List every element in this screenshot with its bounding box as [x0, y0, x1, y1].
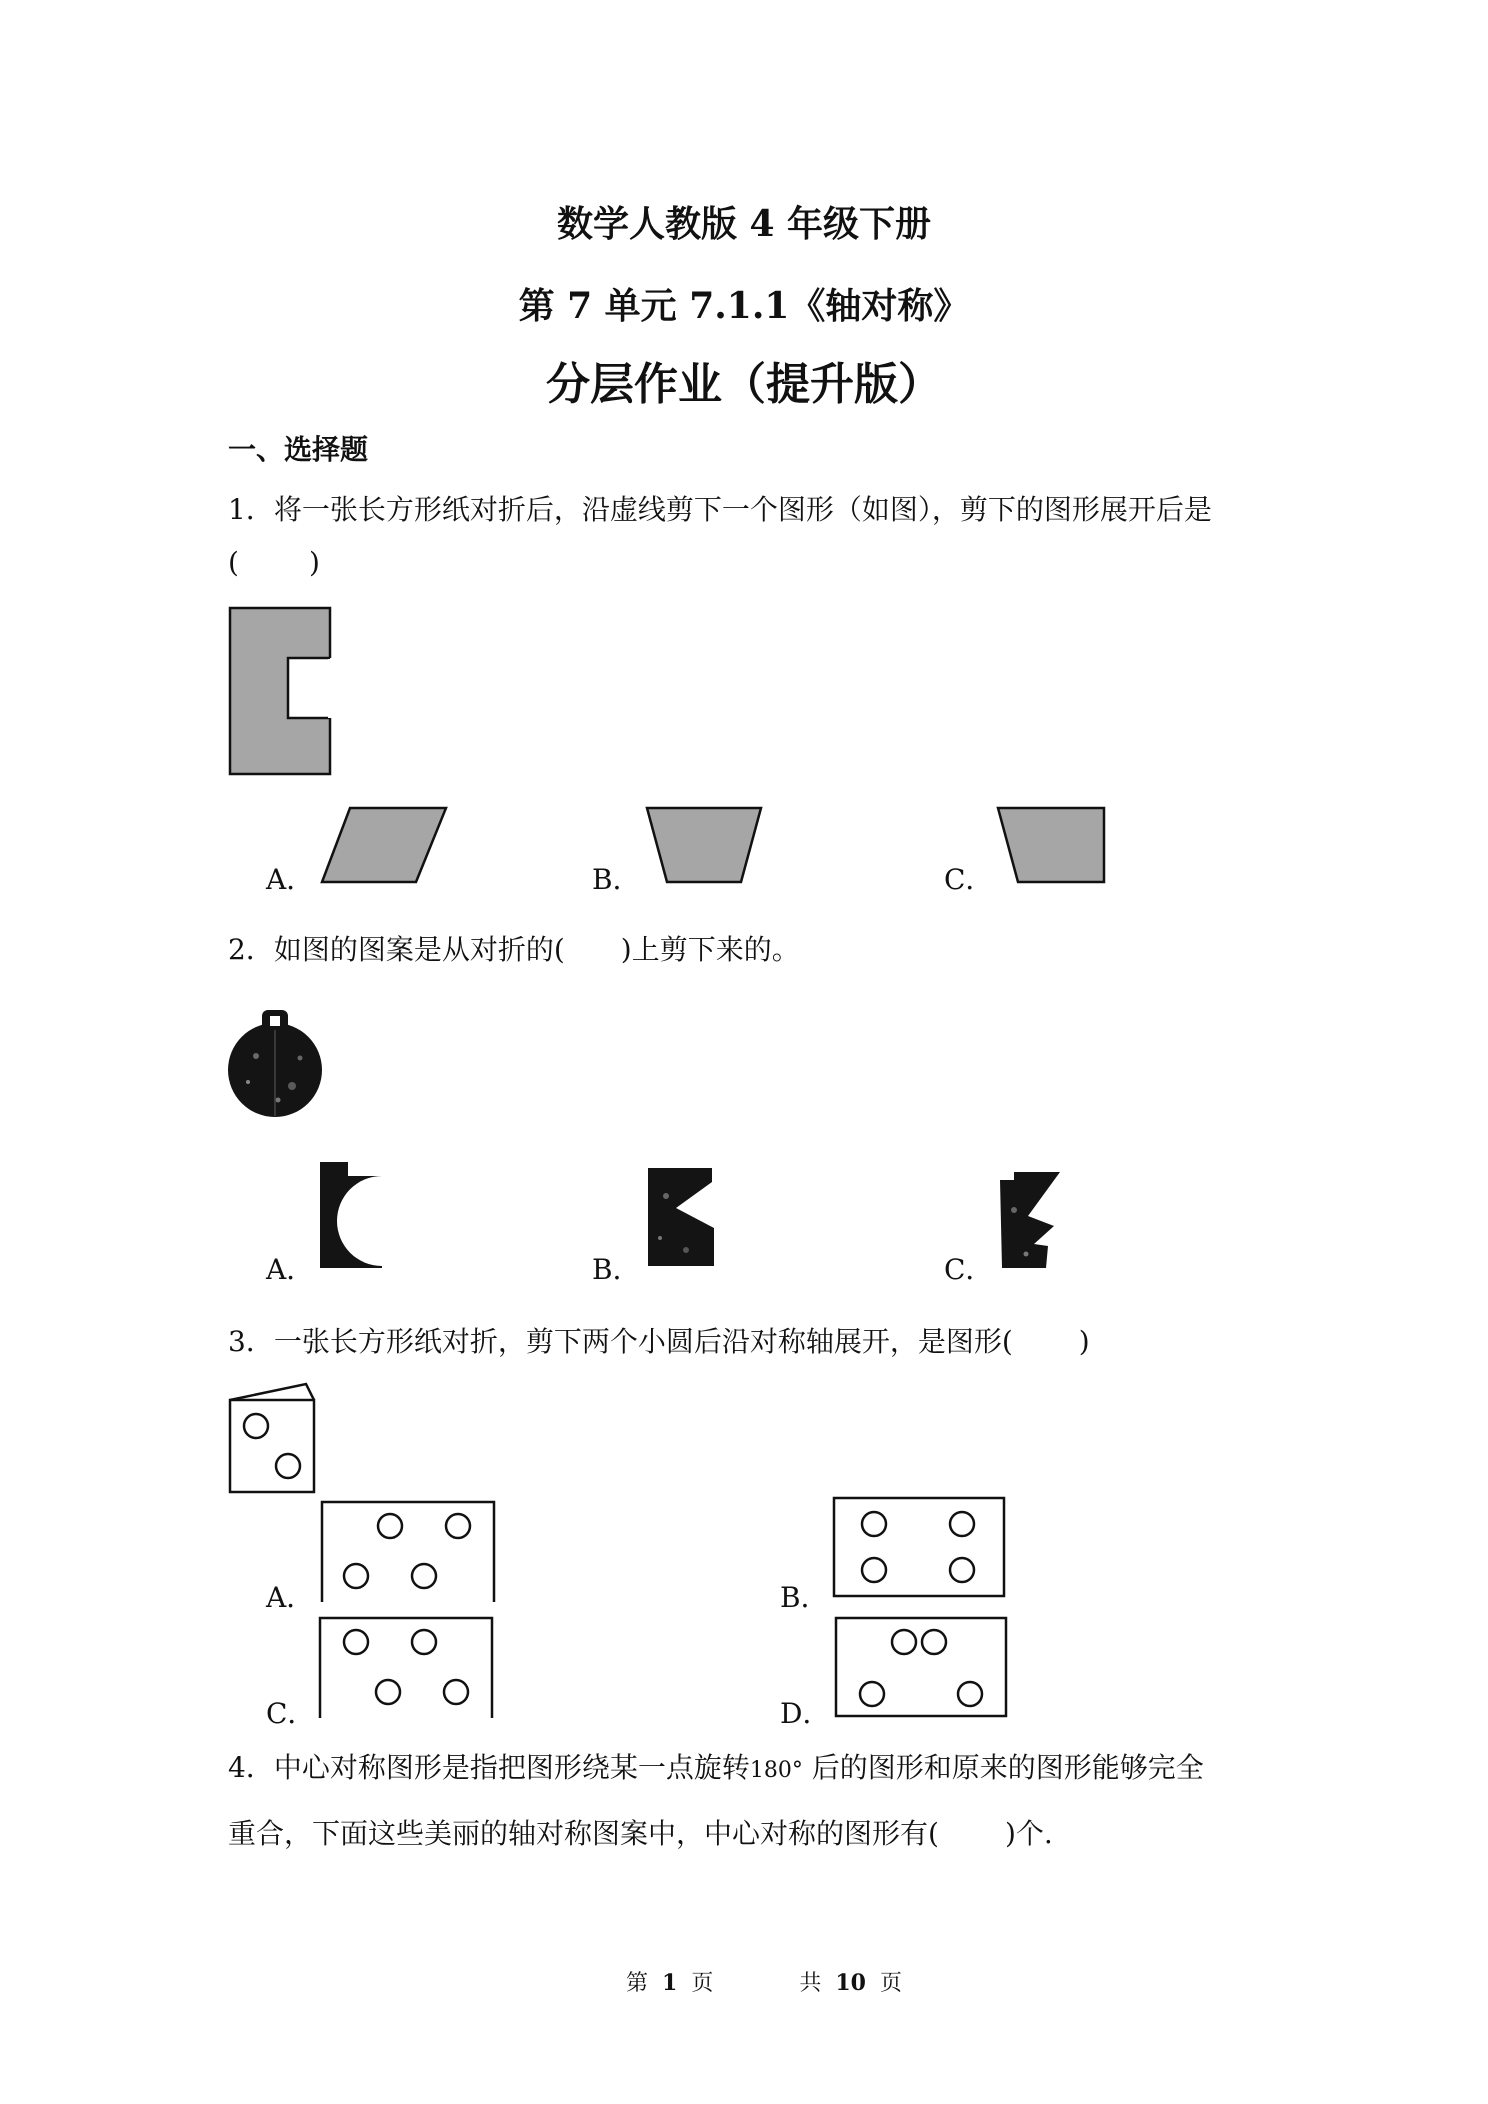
question-3-option-c-label: C． [266, 1697, 316, 1730]
question-1-option-b-trapezoid [645, 806, 765, 886]
question-1-option-a-parallelogram [320, 806, 450, 886]
question-2-option-b-label: B． [592, 1253, 641, 1286]
question-4-line2: 重合，下面这些美丽的轴对称图案中，中心对称的图形有( )个. [228, 1817, 1053, 1850]
question-3-folded-paper [226, 1380, 318, 1496]
page-footer: 第 1 页 共 10 页 [626, 1970, 902, 1996]
question-3-option-a-label: A． [266, 1581, 315, 1614]
doc-title-line2: 第 7 单元 7.1.1《轴对称》 [518, 285, 970, 327]
question-1-folded-paper [228, 606, 338, 780]
question-2-option-b-half-shape [646, 1166, 718, 1270]
doc-title-line1: 数学人教版 4 年级下册 [556, 203, 932, 245]
question-1-option-a-label: A． [266, 863, 315, 896]
question-1-option-c-right-trapezoid [996, 806, 1108, 886]
question-3-option-d-label: D． [780, 1697, 831, 1730]
question-3-option-b-figure [832, 1496, 1008, 1600]
question-3-option-a-figure [320, 1500, 498, 1604]
section-heading: 一、选择题 [228, 433, 369, 466]
question-2-option-a-label: A． [266, 1253, 315, 1286]
doc-title-line3: 分层作业（提升版） [546, 359, 942, 410]
question-2-text: 2．如图的图案是从对折的( )上剪下来的。 [228, 933, 800, 966]
question-2-option-a-half-shape [318, 1160, 388, 1272]
question-1-option-c-label: C． [944, 863, 994, 896]
question-3-option-d-figure [834, 1616, 1010, 1720]
question-3-text: 3．一张长方形纸对折，剪下两个小圆后沿对称轴展开，是图形( ) [228, 1325, 1090, 1358]
question-4-line1: 4．中心对称图形是指把图形绕某一点旋转180° 后的图形和原来的图形能够完全 [228, 1751, 1204, 1784]
question-2-option-c-label: C． [944, 1253, 994, 1286]
question-1-text: 1．将一张长方形纸对折后，沿虚线剪下一个图形（如图），剪下的图形展开后是 [228, 493, 1212, 526]
question-2-option-c-half-shape [998, 1170, 1064, 1272]
question-2-pattern-image [226, 1008, 326, 1120]
question-1-blank: ( ) [228, 546, 320, 579]
question-3-option-b-label: B． [780, 1581, 829, 1614]
question-1-option-b-label: B． [592, 863, 641, 896]
question-3-option-c-figure [318, 1616, 496, 1720]
